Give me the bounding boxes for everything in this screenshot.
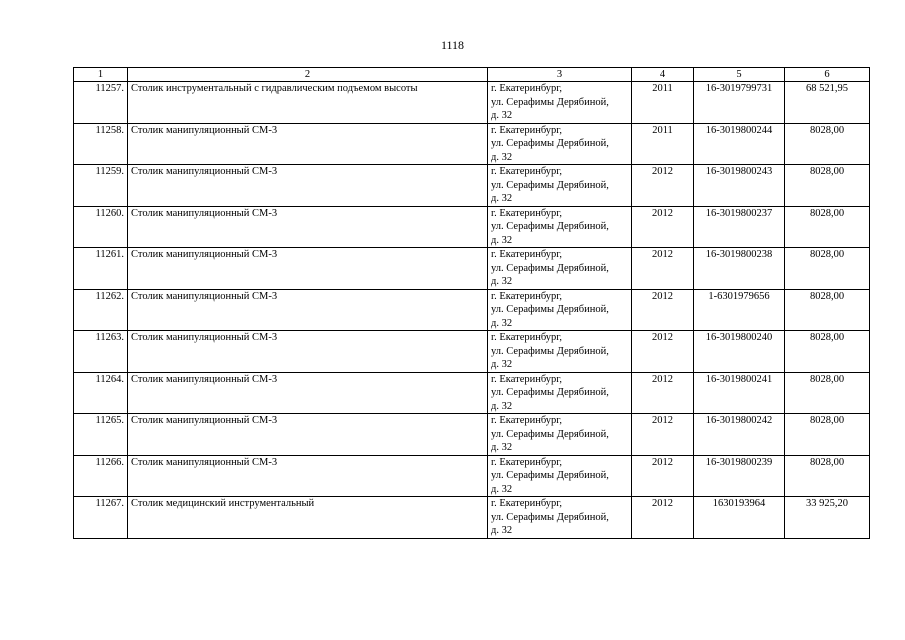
address-line: д. 32 [491,359,513,370]
inventory-number: 1630193964 [694,497,785,539]
property-register-table [73,67,870,539]
address-line: д. 32 [491,525,513,536]
item-address [488,497,632,539]
column-header: 1 [74,68,128,82]
address-line: ул. Серафимы Дерябиной, [491,179,609,191]
address-line: д. 32 [491,276,513,287]
address-line: г. Екатеринбург, [491,124,563,136]
item-name: Столик манипуляционный СМ-3 [128,248,488,290]
address-line: д. 32 [491,317,513,329]
item-cost: 8028,00 [785,206,870,248]
item-cost: 8028,00 [785,372,870,414]
row-number: 11260. [74,206,128,248]
address-line: ул. Серафимы Дерябиной, [491,262,609,274]
item-cost: 68 521,95 [785,82,870,124]
inventory-number: 16-3019800244 [694,123,785,165]
item-name: Столик манипуляционный СМ-3 [128,165,488,207]
item-address [488,455,632,497]
item-name: Столик манипуляционный СМ-3 [128,372,488,414]
address-line: г. Екатеринбург, [491,249,563,260]
item-cost: 8028,00 [785,331,870,373]
item-cost: 8028,00 [785,248,870,290]
address-line: д. 32 [491,483,513,495]
column-header: 3 [488,68,632,82]
table-row [74,455,870,497]
item-address [488,123,632,165]
address-line: ул. Серафимы Дерябиной, [491,511,609,523]
table-row [74,289,870,331]
address-line: г. Екатеринбург, [491,456,563,468]
item-address [488,372,632,414]
table-row [74,331,870,373]
item-name: Столик манипуляционный СМ-3 [128,289,488,331]
table-row [74,414,870,456]
row-number: 11264. [74,372,128,414]
row-number: 11257. [74,82,128,124]
address-line: ул. Серафимы Дерябиной, [491,138,609,149]
address-line: д. 32 [491,234,513,246]
row-number: 11266. [74,455,128,497]
item-address [488,82,632,124]
item-cost: 8028,00 [785,455,870,497]
item-year: 2012 [632,165,694,207]
item-cost: 8028,00 [785,165,870,207]
item-name: Столик манипуляционный СМ-3 [128,455,488,497]
page-number: 1118 [440,38,465,52]
address-line: г. Екатеринбург, [491,166,563,177]
register-body [74,82,870,539]
address-line: г. Екатеринбург, [491,373,563,385]
item-cost: 8028,00 [785,414,870,456]
address-line: д. 32 [491,193,513,204]
item-year: 2012 [632,331,694,373]
item-name: Столик инструментальный с гидравлическим подъемом высоты [128,82,488,124]
inventory-number: 16-3019800243 [694,165,785,207]
inventory-number: 16-3019800238 [694,248,785,290]
item-name: Столик манипуляционный СМ-3 [128,331,488,373]
item-address [488,331,632,373]
address-line: г. Екатеринбург, [491,332,563,343]
address-line: г. Екатеринбург, [491,290,563,302]
item-year: 2011 [632,123,694,165]
row-number: 11259. [74,165,128,207]
address-line: д. 32 [491,442,513,453]
item-name: Столик манипуляционный СМ-3 [128,414,488,456]
item-cost: 33 925,20 [785,497,870,539]
row-number: 11265. [74,414,128,456]
address-line: д. 32 [491,110,513,121]
inventory-number: 16-3019800242 [694,414,785,456]
table-row [74,248,870,290]
item-year: 2012 [632,289,694,331]
item-name: Столик манипуляционный СМ-3 [128,206,488,248]
address-line: г. Екатеринбург, [491,415,563,426]
address-line: д. 32 [491,151,513,163]
table-row [74,165,870,207]
address-line: ул. Серафимы Дерябиной, [491,470,609,481]
address-line: ул. Серафимы Дерябиной, [491,304,609,315]
item-address [488,414,632,456]
item-cost: 8028,00 [785,289,870,331]
address-line: ул. Серафимы Дерябиной, [491,387,609,398]
address-line: ул. Серафимы Дерябиной, [491,345,609,357]
address-line: ул. Серафимы Дерябиной, [491,221,609,232]
item-year: 2012 [632,206,694,248]
item-year: 2012 [632,248,694,290]
address-line: г. Екатеринбург, [491,83,563,94]
address-line: г. Екатеринбург, [491,498,563,509]
row-number: 11262. [74,289,128,331]
column-header: 5 [694,68,785,82]
table-row [74,372,870,414]
address-line: д. 32 [491,400,513,412]
address-line: г. Екатеринбург, [491,207,563,219]
item-address [488,289,632,331]
column-header: 4 [632,68,694,82]
inventory-number: 16-3019800237 [694,206,785,248]
item-year: 2012 [632,414,694,456]
row-number: 11263. [74,331,128,373]
table-row [74,497,870,539]
inventory-number: 16-3019799731 [694,82,785,124]
item-year: 2012 [632,455,694,497]
item-address [488,165,632,207]
item-year: 2012 [632,372,694,414]
inventory-number: 1-6301979656 [694,289,785,331]
column-header: 2 [128,68,488,82]
item-name: Столик манипуляционный СМ-3 [128,123,488,165]
table-row [74,82,870,124]
address-line: ул. Серафимы Дерябиной, [491,96,609,108]
item-address [488,206,632,248]
row-number: 11267. [74,497,128,539]
inventory-number: 16-3019800240 [694,331,785,373]
address-line: ул. Серафимы Дерябиной, [491,428,609,440]
header-row [74,68,870,82]
item-address [488,248,632,290]
item-name: Столик медицинский инструментальный [128,497,488,539]
row-number: 11261. [74,248,128,290]
inventory-number: 16-3019800241 [694,372,785,414]
column-header: 6 [785,68,870,82]
item-year: 2012 [632,497,694,539]
item-cost: 8028,00 [785,123,870,165]
table-row [74,206,870,248]
row-number: 11258. [74,123,128,165]
inventory-number: 16-3019800239 [694,455,785,497]
table-row [74,123,870,165]
item-year: 2011 [632,82,694,124]
